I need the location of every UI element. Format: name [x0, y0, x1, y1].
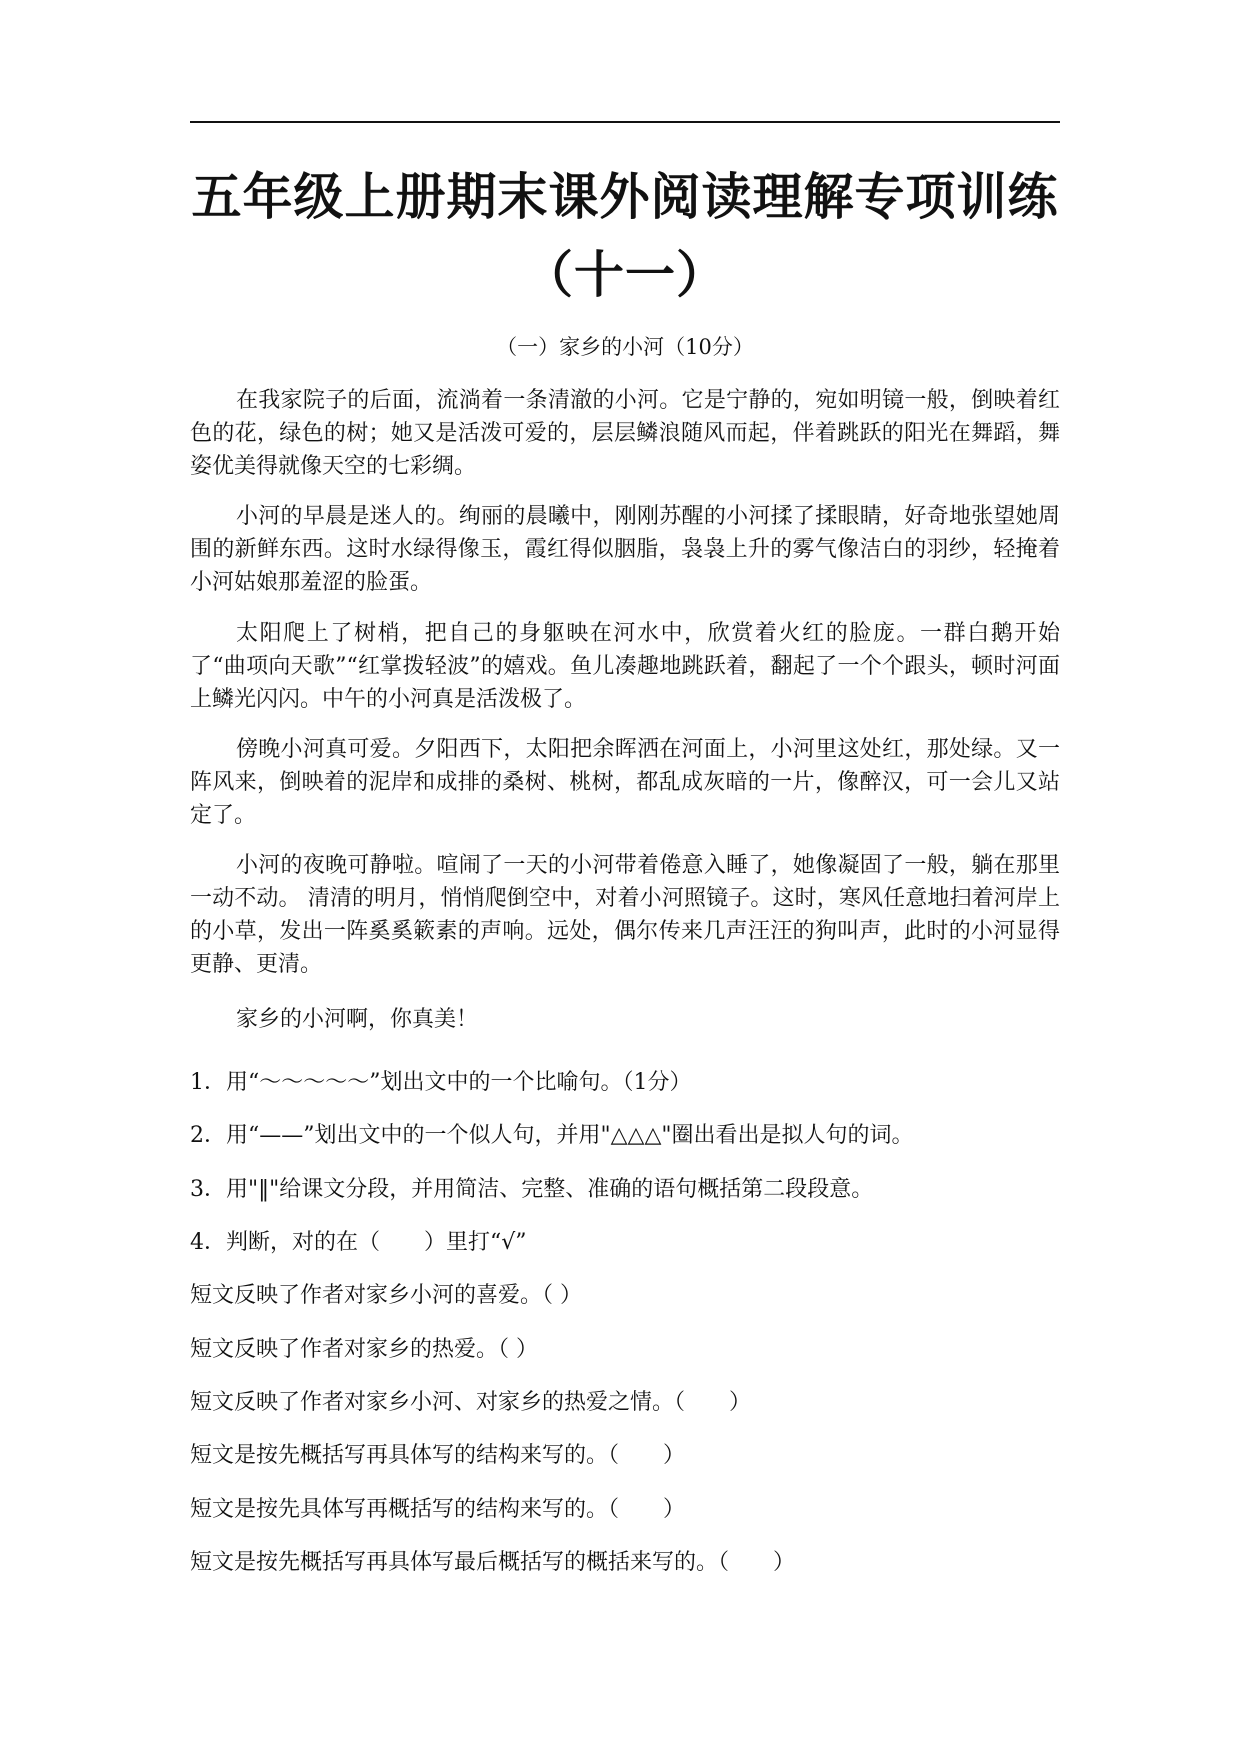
question-4: 4．判断，对的在（ ）里打“√” — [190, 1230, 527, 1255]
judgement-option-1: 短文反映了作者对家乡小河的喜爱。（ ） — [190, 1283, 582, 1308]
question-3: 3．用"‖"给课文分段，并用简洁、完整、准确的语句概括第二段段意。 — [190, 1177, 874, 1202]
judgement-option-3: 短文反映了作者对家乡小河、对家乡的热爱之情。（ ） — [190, 1390, 752, 1415]
document-page — [190, 0, 1060, 1754]
passage-paragraph-6: 家乡的小河啊，你真美！ — [236, 1007, 479, 1032]
question-2: 2．用“——”划出文中的一个似人句，并用"△△△"圈出看出是拟人句的词。 — [190, 1123, 914, 1148]
passage-paragraph-1: 在我家院子的后面，流淌着一条清澈的小河。它是宁静的，宛如明镜一般，倒映着红色的花，绿色的树；她又是活泼可爱的，层层鳞浪随风而起，伴着跳跃的阳光在舞蹈，舞姿优美得就像天空的七彩绸。 — [190, 388, 1060, 479]
passage-paragraph-3: 太阳爬上了树梢，把自己的身躯映在河水中，欣赏着火红的脸庞。一群白鹅开始了“曲项向天歌”“红掌拨轻波”的嬉戏。鱼儿凑趣地跳跃着，翻起了一个个跟头，顿时河面上鳞光闪闪。中午的小河真是活泼极了。 — [190, 621, 1060, 712]
document-title-number: （十一） — [523, 246, 727, 304]
header-rule — [190, 121, 1060, 123]
passage-paragraph-2: 小河的早晨是迷人的。绚丽的晨曦中，刚刚苏醒的小河揉了揉眼睛，好奇地张望她周围的新鲜东西。这时水绿得像玉，霞红得似胭脂，袅袅上升的雾气像洁白的羽纱，轻掩着小河姑娘那羞涩的脸蛋。 — [190, 504, 1060, 595]
question-1: 1．用“～～～～～”划出文中的一个比喻句。（1分） — [190, 1070, 692, 1095]
judgement-option-6: 短文是按先概括写再具体写最后概括写的概括来写的。（ ） — [190, 1550, 796, 1575]
passage-paragraph-5: 小河的夜晚可静啦。喧闹了一天的小河带着倦意入睡了，她像凝固了一般，躺在那里一动不动。 清清的明月，悄悄爬倒空中，对着小河照镜子。这时，寒风任意地扫着河岸上的小草，发出一阵奚奚簌素的声响。远处，偶尔传来几声汪汪的狗叫声，此时的小河显得更静、更清。 — [190, 853, 1060, 977]
passage-paragraph-4: 傍晚小河真可爱。夕阳西下，太阳把余晖洒在河面上，小河里这处红，那处绿。又一阵风来，倒映着的泥岸和成排的桑树、桃树，都乱成灰暗的一片，像醉汉，可一会儿又站定了。 — [190, 737, 1060, 828]
document-title: 五年级上册期末课外阅读理解专项训练 — [191, 168, 1059, 226]
judgement-option-5: 短文是按先具体写再概括写的结构来写的。（ ） — [190, 1497, 686, 1522]
judgement-option-4: 短文是按先概括写再具体写的结构来写的。（ ） — [190, 1443, 686, 1468]
section-heading: （一）家乡的小河（10分） — [496, 335, 754, 359]
judgement-option-2: 短文反映了作者对家乡的热爱。（ ） — [190, 1337, 538, 1362]
